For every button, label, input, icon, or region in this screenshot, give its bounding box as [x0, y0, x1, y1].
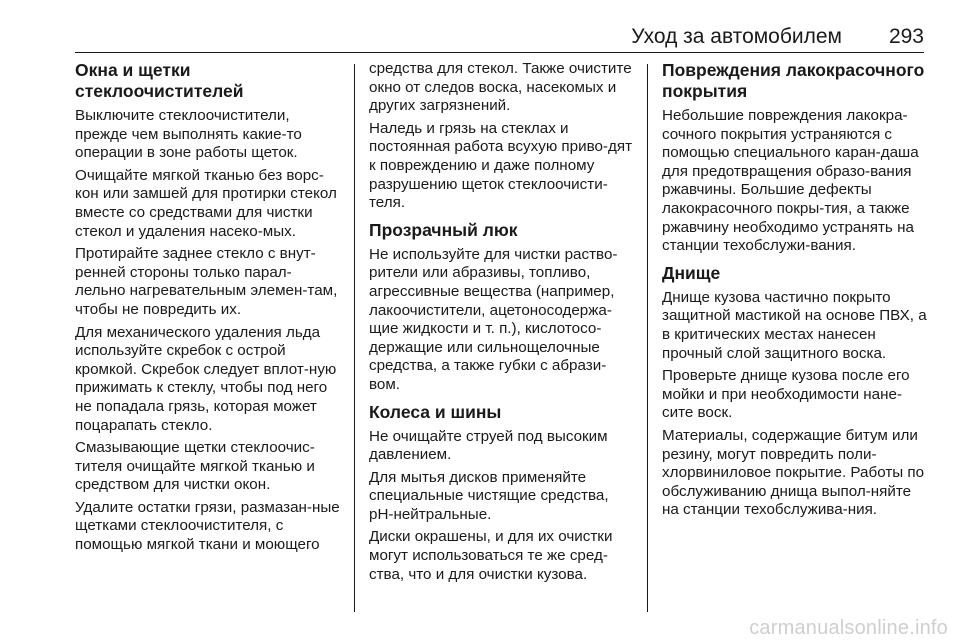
- paragraph: Не очищайте струей под высоким давлением.: [369, 427, 608, 464]
- section-heading-underbody: Днище: [662, 262, 721, 283]
- paragraph: Днище кузова частично покрыто защитной мастикой на основе ПВХ, а в критических местах нанесен прочный слой защитного воска.: [662, 288, 927, 362]
- paragraph: Наледь и грязь на стеклах и постоянная работа всухую приво-дят к повреждению и даже полному разрушению щеток стеклоочисти-теля.: [369, 119, 633, 212]
- section-heading-sunroof: Прозрачный люк: [369, 219, 518, 240]
- header-divider: [75, 52, 924, 53]
- paragraph: Выключите стеклоочистители, прежде чем выполнять какие-то операции в зоне работы щеток.: [75, 107, 302, 162]
- page-number: 293: [888, 25, 924, 48]
- paragraph: Протирайте заднее стекло с внут-ренней стороны только парал-лельно нагревательным элемен-там, чтобы не повредить их.: [75, 245, 338, 318]
- paragraph: средства для стекол. Также очистите окно от следов воска, насекомых и других загрязнений.: [369, 60, 632, 115]
- section-heading-paint-damage: Повреждения лакокрасочного покрытия: [662, 60, 925, 101]
- paragraph: Проверьте днище кузова после его мойки и при необходимости нане-сите воск.: [662, 367, 910, 422]
- page-header: [75, 24, 924, 50]
- section-heading-windows: Окна и щетки стеклоочистителей: [75, 60, 244, 101]
- paragraph: Небольшие повреждения лакокра-сочного покрытия устраняются с помощью специального каран-даша для предотвращения образо-вания ржавчины. Большие дефекты лакокрасочного покры-тия, а также ржавчину необходимо устранять на станции техобслужи-вания.: [662, 107, 919, 255]
- text-column-1: [75, 60, 340, 559]
- paragraph: Очищайте мягкой тканью без ворс-кон или замшей для протирки стекол вместе со средствами для чистки стекол и удаления насеко-мых.: [75, 166, 337, 240]
- paragraph: Не используйте для чистки раство-рители или абразивы, топливо, агрессивные вещества (например, лакоочистители, ацетоносодержа-щие жидкости и т. п.), кислотосо-держащие или сильнощелочные средства, а также губки с абрази-вом.: [369, 245, 618, 393]
- paragraph: Для мытья дисков применяйте специальные чистящие средства, pH-нейтральные.: [369, 468, 609, 523]
- watermark: carmanualsonline.info: [749, 617, 948, 639]
- text-column-3: [662, 60, 928, 524]
- column-divider: [354, 64, 355, 612]
- text-column-2: [369, 60, 633, 588]
- section-heading-wheels: Колеса и шины: [369, 401, 502, 422]
- paragraph: Удалите остатки грязи, размазан-ные щетками стеклоочистителя, с помощью мягкой ткани и моющего: [75, 498, 340, 554]
- page-title: Уход за автомобилем: [631, 25, 842, 48]
- paragraph: Смазывающие щетки стеклоочис-тителя очищайте мягкой тканью и средством для чистки окон.: [75, 439, 315, 494]
- paragraph: Для механического удаления льда используйте скребок с острой кромкой. Скребок следует вплот-ную прижимать к стеклу, чтобы под него не попадала грязь, которая может поцарапать стекло.: [75, 323, 337, 434]
- column-divider: [647, 64, 648, 612]
- paragraph: Материалы, содержащие битум или резину, могут повредить поли-хлорвиниловое покрытие. Работы по обслуживанию днища выпол-няйте на станции техобслужива-ния.: [662, 426, 925, 519]
- paragraph: Диски окрашены, и для их очистки могут использоваться те же сред-ства, что и для очистки кузова.: [369, 528, 613, 583]
